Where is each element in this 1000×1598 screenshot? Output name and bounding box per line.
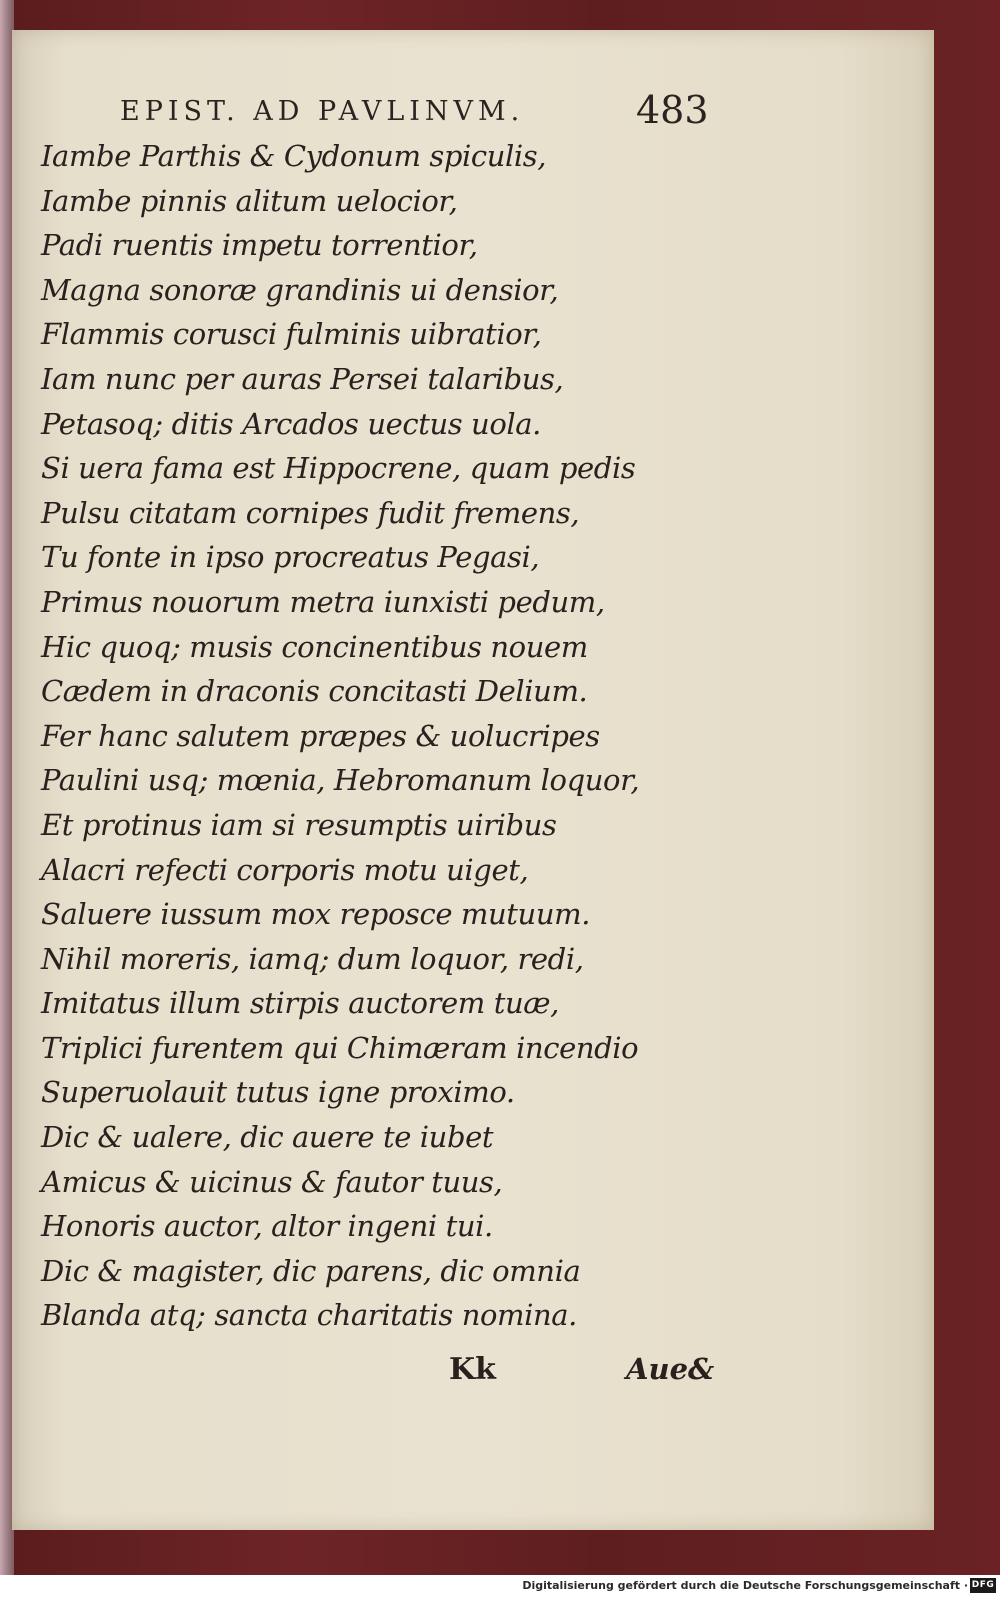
verse-line: Petasoq; ditis Arcados uectus uola. [41, 406, 541, 441]
verse-line: Iam nunc per auras Persei talaribus, [41, 361, 564, 396]
verse-line: Dic & ualere, dic auere te iubet [41, 1120, 494, 1155]
verse-line: Tu fonte in ipso procreatus Pegasi, [41, 540, 540, 575]
verse-line: Et protinus iam si resumptis uiribus [41, 807, 557, 842]
dfg-logo-icon: DFG [970, 1578, 996, 1593]
verse-block [41, 134, 681, 1338]
running-header: EPIST. AD PAVLINVM. [120, 96, 525, 127]
verse-line: Imitatus illum stirpis auctorem tuæ, [41, 986, 559, 1021]
digitization-footer [0, 1575, 1000, 1598]
verse-line: Nihil moreris, iamq; dum loquor, redi, [41, 941, 584, 976]
verse-line: Padi ruentis impetu torrentior, [41, 228, 478, 263]
signature-mark: Kk [449, 1352, 496, 1387]
verse-line: Flammis corusci fulminis uibratior, [41, 317, 542, 352]
verse-line: Honoris auctor, altor ingeni tui. [41, 1209, 493, 1244]
verse-line: Paulini usq; mœnia, Hebromanum loquor, [41, 763, 640, 798]
verse-line: Amicus & uicinus & fautor tuus, [41, 1164, 503, 1199]
verse-line: Fer hanc salutem præpes & uolucripes [41, 718, 600, 753]
verse-line: Dic & magister, dic parens, dic omnia [41, 1253, 581, 1288]
verse-line: Superuolauit tutus igne proximo. [41, 1075, 515, 1110]
catchword: Aue& [626, 1352, 715, 1386]
verse-line: Si uera fama est Hippocrene, quam pedis [41, 451, 636, 486]
verse-line: Triplici furentem qui Chimæram incendio [41, 1030, 639, 1065]
page-number: 483 [636, 88, 709, 132]
verse-line: Hic quoq; musis concinentibus nouem [41, 629, 588, 664]
funding-credit: Digitalisierung gefördert durch die Deutsche Forschungsgemeinschaft · [522, 1579, 968, 1592]
verse-line: Iambe Parthis & Cydonum spiculis, [41, 139, 547, 173]
book-page [12, 30, 934, 1530]
verse-line: Pulsu citatam cornipes fudit fremens, [41, 495, 580, 530]
verse-line: Cædem in draconis concitasti Delium. [41, 674, 588, 709]
verse-line: Blanda atq; sancta charitatis nomina. [41, 1298, 577, 1333]
verse-line: Alacri refecti corporis motu uiget, [41, 852, 529, 887]
verse-line: Saluere iussum mox reposce mutuum. [41, 897, 591, 932]
verse-line: Magna sonoræ grandinis ui densior, [41, 272, 559, 307]
verse-line: Primus nouorum metra iunxisti pedum, [41, 584, 605, 619]
verse-line: Iambe pinnis alitum uelocior, [41, 183, 458, 218]
